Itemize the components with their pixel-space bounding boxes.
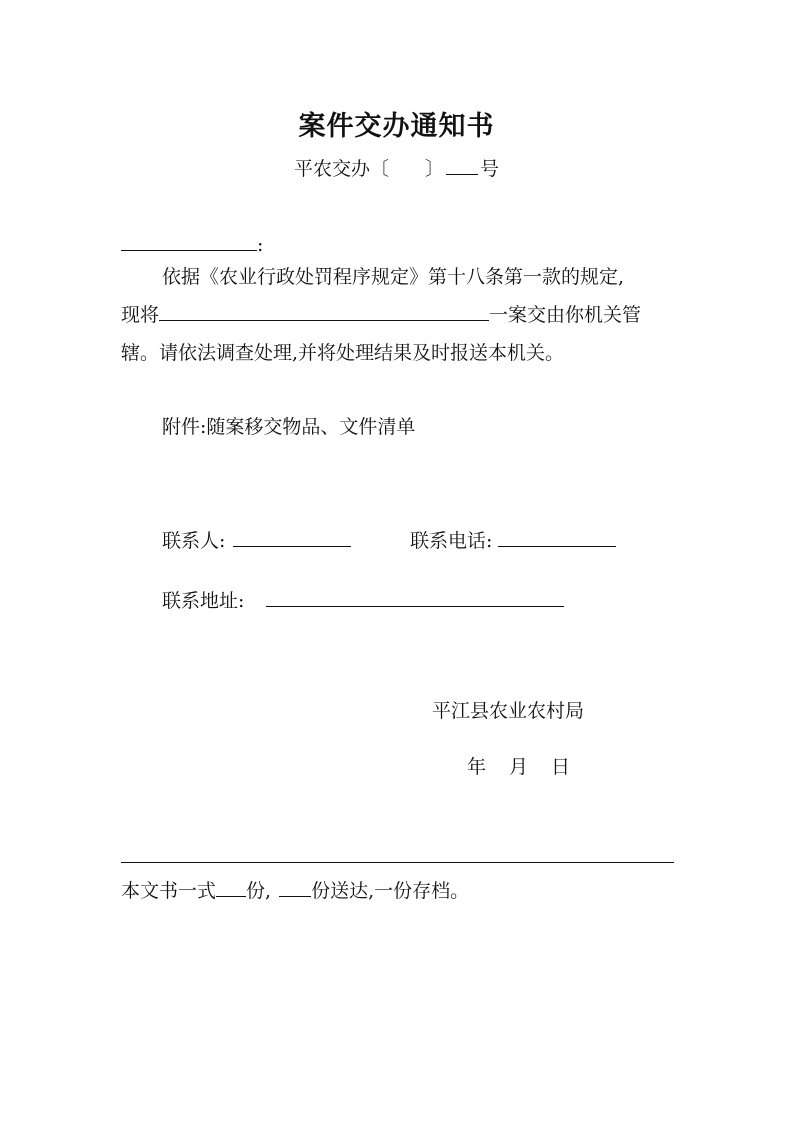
doc-number-blank[interactable] [446,154,478,175]
copies-served-blank[interactable] [279,876,311,897]
contact-address-label: 联系地址: [162,590,245,612]
date-day: 日 [551,756,571,778]
doc-number-close-bracket: 〕 [424,158,444,180]
contact-phone-blank[interactable] [498,526,616,547]
document-number [0,154,793,181]
contact-person-label: 联系人: [162,530,226,552]
body-line-2 [121,296,641,334]
contact-address-row [162,582,564,620]
contact-person-row [162,522,351,560]
addressee-colon: : [257,234,264,256]
date-month: 月 [509,756,529,778]
date-year: 年 [467,756,487,778]
contact-address-blank[interactable] [266,586,564,607]
body-line-2-suffix: 一案交由你机关管 [489,304,642,326]
body-line-2-prefix: 现将 [121,304,160,326]
contact-person-blank[interactable] [233,526,351,547]
case-name-blank[interactable] [159,300,489,321]
doc-number-prefix: 平农交办〔 [293,158,389,180]
footer-part2: 份送达,一份存档。 [311,880,470,902]
addressee-blank[interactable] [121,230,257,251]
footer-separator [121,862,674,863]
issuer: 平江县农业农村局 [432,700,585,722]
body-line-1: 依据《农业行政处罚程序规定》第十八条第一款的规定, [162,266,625,288]
attachment-line: 附件:随案移交物品、文件清单 [162,416,416,438]
body-line-3: 辖。请依法调查处理,并将处理结果及时报送本机关。 [121,342,565,364]
copies-total-blank[interactable] [216,876,246,897]
contact-phone-label: 联系电话: [410,530,493,552]
footer-part1: 份, [246,880,272,902]
document-title: 案件交办通知书 [298,111,495,142]
doc-number-suffix: 号 [480,158,500,180]
issue-date [467,748,570,786]
footer-note [121,872,469,910]
contact-phone-row [410,522,616,560]
footer-prefix: 本文书一式 [121,880,217,902]
